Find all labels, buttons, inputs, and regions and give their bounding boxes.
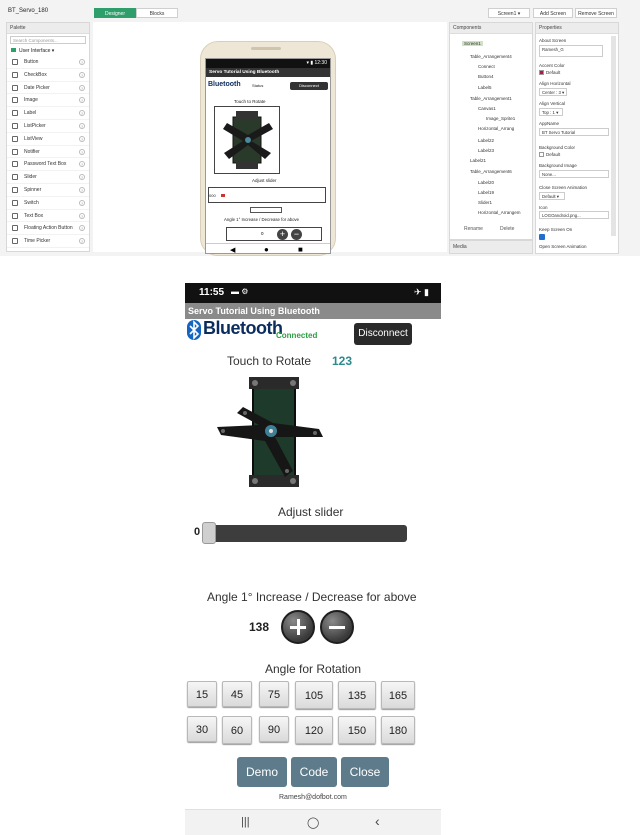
angle-button-15[interactable]: 15 [187, 681, 217, 707]
properties-title: Properties [536, 23, 618, 34]
component-icon [12, 200, 18, 206]
mockup-servo-image [215, 107, 281, 175]
help-icon[interactable]: ? [80, 85, 84, 91]
angle-button-60[interactable]: 60 [222, 716, 252, 744]
slider-value: 0 [194, 526, 201, 538]
help-icon[interactable]: ? [80, 149, 84, 155]
angle-value: 138 [249, 620, 270, 634]
mockup-disconnect-button[interactable]: Disconnect [290, 82, 328, 90]
palette-item-label: ListView [24, 135, 43, 142]
angle-button-180[interactable]: 180 [381, 716, 415, 744]
palette-item[interactable] [7, 235, 89, 248]
prop-about-screen-label: About Screen [539, 38, 567, 43]
component-tree-item[interactable]: Horizontal_Arrang [478, 126, 515, 131]
mockup-slider-marker [221, 194, 225, 197]
angle-for-rotation-label: Angle for Rotation [265, 662, 362, 676]
component-icon [12, 187, 18, 193]
component-icon [12, 136, 18, 142]
prop-bg-image-input[interactable]: None... [539, 170, 609, 178]
palette-item[interactable] [7, 56, 89, 69]
component-icon [12, 149, 18, 155]
palette-title: Palette [7, 23, 89, 34]
angle-button-120[interactable]: 120 [295, 716, 333, 744]
adjust-slider-label: Adjust slider [278, 505, 344, 519]
prop-accent-color-label: Accent Color [539, 63, 565, 68]
palette-panel [6, 22, 90, 252]
help-icon[interactable]: ? [80, 111, 84, 117]
mockup-adjust-label: Adjust slider [252, 178, 277, 183]
palette-item[interactable] [7, 82, 89, 95]
component-tree-item[interactable]: Horizontal_Arrangem [478, 210, 521, 215]
component-icon [12, 174, 18, 180]
keep-screen-on-checkbox[interactable] [539, 234, 545, 240]
palette-item[interactable] [7, 94, 89, 107]
demo-button[interactable]: Demo [237, 757, 287, 787]
component-icon [12, 72, 18, 78]
bg-color-text: Default [546, 152, 561, 157]
mockup-title-bar: Servo Tutorial Using Bluetooth [206, 68, 330, 77]
component-tree-item[interactable]: Screen1 [464, 41, 481, 46]
component-icon [12, 59, 18, 65]
palette-item-label: Spinner [24, 186, 42, 193]
help-icon[interactable]: ? [80, 213, 84, 219]
component-tree-item[interactable]: Table_Arrangement6 [470, 169, 512, 174]
mockup-recents-icon: ■ [298, 245, 303, 254]
help-icon[interactable]: ? [80, 123, 84, 129]
bluetooth-logo-text: Bluetooth [203, 318, 283, 338]
component-icon [12, 161, 18, 167]
angle-button-90[interactable]: 90 [259, 716, 289, 742]
component-icon [12, 110, 18, 116]
prop-align-v-select[interactable]: Top : 1 ▾ [539, 108, 563, 116]
project-name: BT_Servo_180 [8, 8, 49, 14]
notification-icons: ▬ ⚙ [231, 287, 249, 296]
palette-item[interactable] [7, 184, 89, 197]
mockup-back-icon: ◀ [230, 247, 236, 254]
prop-app-name-input[interactable]: BT Servo Tutorial [539, 128, 609, 136]
palette-item-label: CheckBox [24, 71, 47, 78]
palette-item-label: Text Box [24, 212, 44, 219]
angle-step-label: Angle 1° Increase / Decrease for above [207, 590, 417, 604]
component-tree-item[interactable]: Connect [478, 64, 495, 69]
screen-select-dropdown[interactable]: Screen1 ▾ [488, 8, 530, 18]
designer-tab-button[interactable]: Designer [94, 8, 136, 18]
status-time: 11:55 [199, 287, 225, 298]
mockup-status-time: 12:30 [314, 60, 327, 66]
phone-app-screenshot [185, 283, 441, 835]
angle-button-30[interactable]: 30 [187, 716, 217, 742]
mockup-slider-arrangement [208, 187, 326, 203]
angle-button-135[interactable]: 135 [338, 681, 376, 709]
help-icon[interactable]: ? [80, 200, 84, 206]
mockup-slider-value: 000 [209, 193, 216, 198]
palette-category-label: User Interface ▾ [19, 48, 55, 54]
prop-bg-color-value[interactable] [539, 152, 560, 157]
palette-item-label: Password Text Box [24, 161, 67, 168]
component-icon [12, 238, 18, 244]
component-tree-item[interactable]: Canvas1 [478, 106, 496, 111]
mockup-angle-label: Angle 1° Increase / Decrease for above [224, 217, 300, 222]
palette-item-label: Button [24, 59, 39, 65]
angle-button-150[interactable]: 150 [338, 716, 376, 744]
angle-button-75[interactable]: 75 [259, 681, 289, 707]
author-email: Ramesh@dofbot.com [279, 794, 347, 801]
app-inventor-designer [0, 0, 640, 256]
help-icon[interactable]: ? [80, 239, 84, 245]
component-icon [12, 225, 18, 231]
palette-item[interactable] [7, 133, 89, 146]
component-tree-item[interactable]: Label5 [478, 85, 492, 90]
touch-to-rotate-label: Touch to Rotate [227, 354, 312, 368]
prop-align-v-label: Align Vertical [539, 101, 566, 106]
properties-scrollbar[interactable] [611, 36, 616, 236]
remove-screen-button[interactable]: Remove Screen [575, 8, 617, 18]
palette-item[interactable] [7, 120, 89, 133]
help-icon[interactable]: ? [80, 187, 84, 193]
rename-button[interactable]: Rename [464, 226, 483, 232]
media-panel-header[interactable]: Media [449, 240, 533, 254]
speaker-grille [251, 47, 281, 50]
home-icon[interactable]: ◯ [307, 817, 320, 829]
prop-align-h-label: Align Horizontal [539, 81, 571, 86]
help-icon[interactable]: ? [80, 175, 84, 181]
prop-open-anim-label: Open Screen Animation [539, 244, 587, 249]
component-icon [12, 123, 18, 129]
component-tree-item[interactable]: Table_Arrangement1 [470, 96, 512, 101]
palette-list [7, 56, 89, 248]
plus-icon-vertical [297, 619, 300, 635]
android-nav-bar [185, 809, 441, 835]
palette-item-label: Label [24, 110, 37, 117]
palette-category-user-interface[interactable] [7, 46, 89, 56]
prop-bg-image-label: Background Image [539, 163, 577, 168]
mockup-touch-label: Touch to Rotate [234, 99, 266, 104]
prop-align-h-select[interactable]: Center : 3 ▾ [539, 88, 567, 96]
prop-accent-color-value[interactable] [539, 70, 560, 75]
component-tree-item[interactable]: Label23 [478, 148, 495, 153]
servo-canvas[interactable] [215, 371, 325, 491]
close-button[interactable]: Close [341, 757, 389, 787]
airplane-battery-icons: ✈ ▮ [414, 287, 429, 297]
help-icon[interactable]: ? [80, 60, 84, 65]
accent-color-text: Default [546, 70, 561, 75]
palette-item[interactable] [7, 210, 89, 223]
angle-button-105[interactable]: 105 [295, 681, 333, 709]
palette-item[interactable] [7, 107, 89, 120]
recents-icon[interactable]: ||| [241, 816, 250, 828]
prop-close-anim-label: Close Screen Animation [539, 185, 588, 190]
angle-slider-thumb[interactable] [202, 522, 216, 544]
help-icon[interactable]: ? [80, 162, 84, 168]
mockup-canvas[interactable] [214, 106, 280, 174]
increase-angle-button[interactable] [281, 610, 315, 644]
palette-item-label: ListPicker [24, 122, 46, 129]
component-icon [12, 85, 18, 91]
component-tree-item[interactable]: Button4 [478, 74, 494, 79]
mockup-status-bar [206, 59, 330, 68]
palette-item-label: Date Picker [24, 84, 50, 91]
blocks-tab-button[interactable]: Blocks [136, 8, 178, 18]
palette-item-label: Time Picker [24, 238, 51, 245]
help-icon[interactable]: ? [80, 98, 84, 104]
palette-item-label: Notifier [24, 148, 40, 155]
angle-button-45[interactable]: 45 [222, 681, 252, 707]
palette-item-label: Image [24, 97, 38, 104]
wifi-icon: ▾ ▮ [306, 60, 315, 66]
component-tree-item[interactable]: Table_Arrangement4 [470, 54, 512, 59]
mockup-bluetooth-logo: Bluetooth [208, 81, 241, 88]
component-tree-item[interactable]: Label19 [478, 190, 495, 195]
prop-bg-color-label: Background Color [539, 145, 576, 150]
component-tree-item[interactable]: Label20 [478, 180, 495, 185]
help-icon[interactable]: ? [80, 136, 84, 142]
mockup-plus-icon[interactable]: + [277, 229, 288, 240]
app-title-bar: Servo Tutorial Using Bluetooth [185, 303, 441, 319]
palette-item-label: Switch [24, 199, 39, 206]
touch-angle-value: 123 [332, 354, 353, 368]
prop-close-anim-select[interactable]: Default ▾ [539, 192, 565, 200]
palette-item[interactable] [7, 158, 89, 171]
phone-mockup-screen [205, 58, 331, 254]
folder-icon [11, 48, 16, 52]
component-tree-item[interactable]: Slider1 [478, 200, 493, 205]
mockup-slider[interactable] [250, 207, 282, 213]
components-title: Components [450, 23, 532, 34]
mockup-angle-value: 0 [261, 231, 264, 236]
code-button[interactable]: Code [291, 757, 337, 787]
palette-item[interactable] [7, 171, 89, 184]
delete-button[interactable]: Delete [500, 226, 515, 232]
disconnect-button[interactable]: Disconnect [354, 323, 412, 345]
prop-app-name-label: AppName [539, 121, 560, 126]
palette-item-label: Floating Action Button [24, 225, 73, 232]
prop-about-screen-input[interactable]: Ramesh_G [539, 45, 603, 57]
bluetooth-icon [187, 320, 201, 340]
palette-item-label: Slider [24, 174, 37, 181]
palette-item[interactable] [7, 146, 89, 159]
mockup-home-icon: ● [264, 245, 269, 254]
component-tree-item[interactable]: Image_Sprite1 [486, 116, 516, 121]
back-icon[interactable]: ‹ [375, 813, 380, 829]
mockup-nav-bar [206, 243, 331, 254]
component-icon [12, 97, 18, 103]
add-screen-button[interactable]: Add Screen [533, 8, 573, 18]
component-icon [12, 213, 18, 219]
decrease-angle-button[interactable] [320, 610, 354, 644]
mockup-minus-icon[interactable]: − [291, 229, 302, 240]
prop-icon-label: Icon [539, 205, 548, 210]
palette-item[interactable] [7, 222, 89, 235]
connection-status: Connected [276, 331, 318, 340]
minus-icon [329, 626, 345, 629]
palette-search-input[interactable]: Search Components... [10, 36, 86, 44]
mockup-angle-controls [226, 227, 322, 241]
palette-item[interactable] [7, 197, 89, 210]
component-tree-item[interactable]: Label22 [478, 138, 495, 143]
angle-slider-track[interactable] [203, 525, 407, 542]
help-icon[interactable]: ? [80, 226, 84, 232]
palette-item[interactable] [7, 69, 89, 82]
accent-color-swatch [539, 70, 544, 75]
prop-keep-screen-on-label: Keep Screen On [539, 227, 573, 232]
help-icon[interactable]: ? [80, 72, 84, 78]
component-tree-item[interactable]: Label21 [470, 158, 487, 163]
prop-icon-input[interactable]: LOGOandroid.png... [539, 211, 609, 219]
mockup-status-label: Status [252, 83, 264, 88]
servo-image [215, 371, 325, 491]
angle-button-165[interactable]: 165 [381, 681, 415, 709]
bg-color-swatch [539, 152, 544, 157]
status-bar [185, 283, 441, 303]
